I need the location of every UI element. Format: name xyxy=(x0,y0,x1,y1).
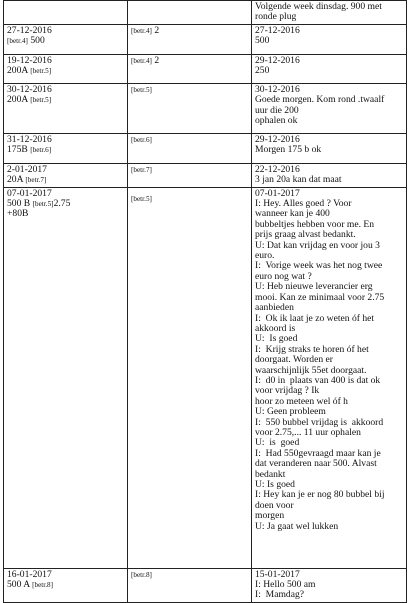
message-line: I: Mamdag? xyxy=(255,589,305,601)
message-cell xyxy=(252,133,407,163)
row-amount-line xyxy=(7,66,124,76)
message-line: U: Is goed xyxy=(255,333,298,345)
message-line: U: Is goed xyxy=(255,479,295,490)
transaction-table-body xyxy=(4,1,407,603)
message-line: ophalen ok xyxy=(255,115,298,127)
row-date: 19-12-2016 xyxy=(7,54,52,66)
message-line: I: Hey kan je er nog 80 bubbel bij xyxy=(255,489,385,501)
message-cell xyxy=(252,83,407,133)
reference-cell xyxy=(128,133,252,163)
message-line: I: Hey. Alles goed ? Voor xyxy=(255,198,352,210)
row-reference: [betr.7] xyxy=(131,165,152,174)
message-line: aanbieden xyxy=(255,302,294,314)
row-date: 07-01-2017 xyxy=(7,187,52,199)
message-line: I: 550 bubbel vrijdag is akkoord xyxy=(255,416,384,428)
row-amount: 200A xyxy=(7,94,28,106)
row-reference-suffix: 2 xyxy=(154,54,160,66)
row-amount-line xyxy=(7,145,124,155)
row-amount-note: [betr.8] xyxy=(32,581,54,590)
message-line: 07-01-2017 xyxy=(255,187,300,199)
message-line: I: d0 in plaats van 400 is dat ok xyxy=(255,374,381,386)
message-line: doorgaat. Worden er xyxy=(255,354,333,366)
row-amount-note: [betr.5] xyxy=(30,67,52,76)
message-line: 3 jan 20a kan dat maat xyxy=(255,174,342,186)
row-reference: [betr.6] xyxy=(131,135,152,144)
message-line: 27-12-2016 xyxy=(255,24,300,36)
table-row xyxy=(4,163,407,187)
message-line: wanneer kan je 400 xyxy=(255,208,330,220)
message-cell xyxy=(252,187,407,568)
message-line: 15-01-2017 xyxy=(255,568,300,580)
row-date: 27-12-2016 xyxy=(7,24,52,36)
row-amount-line xyxy=(7,95,124,105)
row-amount-line xyxy=(7,580,124,590)
row-amount: 200A xyxy=(7,65,28,77)
message-line: voor 2.75,... 11 uur ophalen xyxy=(255,426,361,438)
message-line: hoor zo meteen wel óf h xyxy=(255,395,348,407)
message-line: U: Dat kan vrijdag en voor jou 3 xyxy=(255,239,380,251)
reference-cell xyxy=(128,83,252,133)
message-line: euro. xyxy=(255,250,275,262)
message-line: Morgen 175 b ok xyxy=(255,144,322,156)
row-amount-note: [betr.5] xyxy=(30,96,52,105)
row-date: 31-12-2016 xyxy=(7,133,52,145)
message-line: 250 xyxy=(255,65,270,77)
message-line: I: Krijg straks te horen óf het xyxy=(255,343,369,355)
date-amount-cell xyxy=(4,54,128,83)
date-amount-cell xyxy=(4,163,128,187)
message-line: 29-12-2016 xyxy=(255,54,300,66)
reference-cell xyxy=(128,54,252,83)
date-amount-cell xyxy=(4,24,128,54)
message-cell xyxy=(252,54,407,83)
message-line: I: Vorige week was het nog twee xyxy=(255,260,383,272)
message-line: 500 xyxy=(255,35,270,47)
table-row xyxy=(4,1,407,25)
reference-cell xyxy=(128,187,252,568)
message-line: Goede morgen. Kom rond .twaalf xyxy=(255,94,385,106)
row-date: 2-01-2017 xyxy=(7,163,47,175)
message-line: euro nog wat ? xyxy=(255,270,312,282)
row-reference-suffix: 2 xyxy=(154,24,160,36)
message-line: ronde plug xyxy=(255,11,297,23)
row-amount: 175B xyxy=(7,144,28,156)
date-amount-cell xyxy=(4,1,128,25)
message-line: I: Hello 500 am xyxy=(255,579,316,591)
date-amount-cell xyxy=(4,187,128,568)
row-reference: [betr.5] xyxy=(131,85,152,94)
message-line: uur die 200 xyxy=(255,104,299,116)
message-line: Volgende week dinsdag. 900 met xyxy=(255,1,382,12)
message-line: bubbeltjes hebben voor me. En xyxy=(255,218,375,230)
message-line: U: is goed xyxy=(255,437,300,449)
message-cell xyxy=(252,24,407,54)
table-row xyxy=(4,24,407,54)
message-cell xyxy=(252,568,407,602)
row-amount-note: [betr.6] xyxy=(30,146,52,155)
row-amount-line xyxy=(7,36,124,46)
message-cell xyxy=(252,163,407,187)
row-amount: 20A xyxy=(7,174,23,186)
row-date: 30-12-2016 xyxy=(7,83,52,95)
transaction-table xyxy=(3,0,407,603)
row-reference: [betr.4] xyxy=(131,56,152,65)
row-reference: [betr.8] xyxy=(131,570,152,579)
message-line: morgen xyxy=(255,510,285,522)
date-amount-cell xyxy=(4,568,128,602)
row-amount-extra: +80B xyxy=(7,208,29,220)
reference-cell xyxy=(128,1,252,25)
message-line: dat veranderen naar 500. Alvast xyxy=(255,458,377,470)
row-amount-note: [betr.4] xyxy=(7,37,28,46)
row-amount: 500 xyxy=(30,35,45,47)
table-row xyxy=(4,83,407,133)
message-line: prijs graag alvast bedankt. xyxy=(255,229,356,241)
message-cell xyxy=(252,1,407,25)
row-amount-line xyxy=(7,175,124,185)
reference-cell xyxy=(128,568,252,602)
message-line: waarschijnlijk 55et doorgaat. xyxy=(255,364,367,376)
row-amount: 500 A xyxy=(7,579,30,591)
table-row xyxy=(4,133,407,163)
date-amount-cell xyxy=(4,133,128,163)
message-line: akkoord is xyxy=(255,322,296,334)
message-line: 29-12-2016 xyxy=(255,133,300,145)
row-date: 16-01-2017 xyxy=(7,568,52,580)
message-line: doen voor xyxy=(255,499,294,511)
row-amount: 500 B xyxy=(7,198,31,210)
reference-cell xyxy=(128,24,252,54)
message-line: voor vrijdag ? Ik xyxy=(255,385,320,397)
row-reference: [betr.5] xyxy=(131,194,152,203)
message-line: U: Heb nieuwe leverancier erg xyxy=(255,281,373,293)
reference-cell xyxy=(128,163,252,187)
message-line: mooi. Kan ze minimaal voor 2.75 xyxy=(255,291,385,303)
date-amount-cell xyxy=(4,83,128,133)
table-row xyxy=(4,568,407,602)
message-line: bedankt xyxy=(255,468,286,480)
message-line: 22-12-2016 xyxy=(255,163,300,175)
table-row xyxy=(4,54,407,83)
row-amount-note: [betr.5] xyxy=(32,200,54,209)
table-row xyxy=(4,187,407,568)
message-line: 30-12-2016 xyxy=(255,83,300,95)
message-line: I: Had 550gevraagd maar kan je xyxy=(255,447,381,459)
row-amount-note: [betr.7] xyxy=(25,176,47,185)
row-reference: [betr.4] xyxy=(131,26,152,35)
message-line: U: Geen probleem xyxy=(255,406,326,418)
row-amount-extra: 2.75 xyxy=(53,198,71,210)
message-line: U: Ja gaat wel lukken xyxy=(255,520,339,532)
message-line: I: Ok ik laat je zo weten óf het xyxy=(255,312,375,324)
